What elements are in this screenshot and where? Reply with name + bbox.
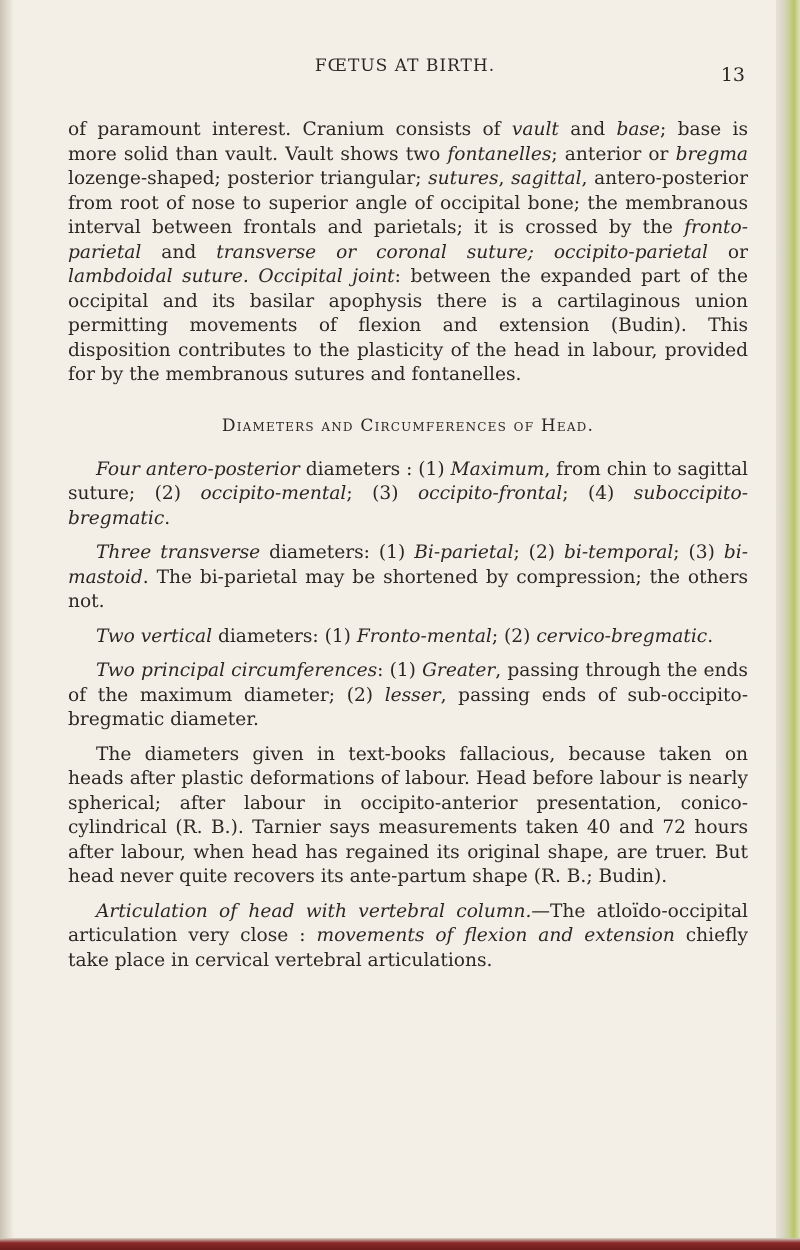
- gutter-shadow: [0, 0, 14, 1238]
- term: occipito-mental: [200, 483, 347, 504]
- text-run: , from chin to sagittal suture; (2): [68, 458, 748, 504]
- text-run: .: [164, 507, 171, 529]
- text-run: : (1): [377, 660, 423, 681]
- text-run: and: [558, 119, 617, 140]
- term: bi-temporal: [564, 542, 674, 563]
- section-heading: Diameters and Circumferences of Head.: [221, 415, 595, 436]
- text-run: ; base is more solid than vault. Vault shows two: [68, 119, 748, 165]
- text-run: ; (2): [513, 542, 565, 563]
- paragraph-articulation: [68, 900, 748, 974]
- term-sutures: sutures: [428, 168, 499, 189]
- text-run: , antero-posterior from root of nose to superior angle of occipital bone; the membranous interval between frontals and parietals; it is crossed by the: [68, 168, 748, 238]
- text-run: ; (4): [562, 483, 634, 504]
- term: Fronto-mental: [356, 625, 492, 647]
- term-vault: vault: [511, 119, 559, 140]
- term: Bi-parietal: [414, 542, 514, 563]
- term: Maximum: [450, 458, 545, 480]
- text-run: , passing ends of sub-occipito-bregmatic diameter.: [68, 684, 748, 730]
- text-run: : between the expanded part of the occipital and its basilar apophysis there is a cartilaginous union permitting movements of flexion and extension (Budin). This disposition contributes to the plasticity of the head in labour, provided for by the membranous sutures and fontanelles.: [68, 266, 748, 385]
- term-coronal-suture: transverse or coronal suture; occipito-parietal: [216, 241, 708, 263]
- term-bregma: bregma: [675, 143, 748, 165]
- lead-term: Two principal circumferences: [96, 660, 378, 681]
- text-run: diameters : (1): [299, 458, 451, 480]
- page-header: [65, 56, 745, 86]
- paragraph-circumferences: [68, 659, 748, 733]
- paragraph-transverse: [68, 541, 748, 615]
- text-run: diameters: (1): [260, 542, 415, 563]
- term: Greater: [422, 660, 496, 681]
- term: cervico-bregmatic: [536, 625, 708, 647]
- page-number: 13: [720, 64, 745, 86]
- text-run: ; (2): [491, 625, 537, 647]
- term-lambdoidal: lambdoidal suture. Occipital joint: [68, 266, 395, 287]
- lead-term: Articulation of head with vertebral column.: [96, 900, 532, 922]
- text-run: and: [141, 241, 217, 263]
- text-run: , passing through the ends of the maximum diameter; (2): [68, 660, 748, 706]
- text-run: ; (3): [673, 542, 724, 563]
- term: occipito-frontal: [417, 483, 563, 504]
- text-run: . The bi-parietal may be shortened by compression; the others not.: [68, 566, 748, 612]
- text-run: .: [707, 625, 714, 647]
- term-sagittal: sagittal: [511, 168, 582, 189]
- text-run: ; anterior or: [551, 143, 676, 165]
- page-edge-right: [776, 0, 800, 1250]
- term-fontanelles: fontanelles: [447, 143, 552, 165]
- term-base: base: [616, 119, 661, 140]
- book-cover-edge: [0, 1238, 800, 1250]
- running-head: FŒTUS AT BIRTH.: [314, 56, 496, 76]
- text-run: or: [707, 241, 748, 263]
- paragraph-antero-posterior: [68, 458, 748, 532]
- term: suboccipito-bregmatic: [68, 483, 748, 529]
- term: bi-mastoid: [68, 542, 748, 588]
- text-run: ; (3): [346, 483, 418, 504]
- text-run: lozenge-shaped; posterior triangular;: [68, 168, 429, 189]
- text-run: of paramount interest. Cranium consists of: [68, 119, 512, 140]
- text-run: chiefly take place in cervical vertebral articulations.: [68, 925, 748, 971]
- text-run: —The atloïdo-occipital articulation very close :: [68, 900, 748, 946]
- paragraph-vertical: [68, 625, 748, 650]
- paragraph-cranium: [68, 118, 748, 388]
- text-run: diameters: (1): [212, 625, 357, 647]
- term: lesser: [384, 684, 441, 706]
- lead-term: Three transverse: [96, 542, 261, 563]
- text-run: ,: [498, 168, 512, 189]
- lead-term: Two vertical: [96, 625, 213, 647]
- term-fronto-parietal: fronto-parietal: [68, 217, 748, 263]
- lead-term: Four antero-posterior: [96, 458, 300, 480]
- paragraph-diameters-fallacious: The diameters given in text-books fallacious, because taken on heads after plastic deformations of labour. Head before labour is nearly spherical; after labour in occipito-anterior presentation, conico-cylindrical (R. B.). Tarnier says measurements taken 40 and 72 hours after labour, when head has regained its original shape, are truer. But head never quite recovers its ante-partum shape (R. B.; Budin).: [68, 743, 748, 887]
- page-body: [68, 118, 748, 973]
- term: movements of flexion and extension: [316, 925, 675, 946]
